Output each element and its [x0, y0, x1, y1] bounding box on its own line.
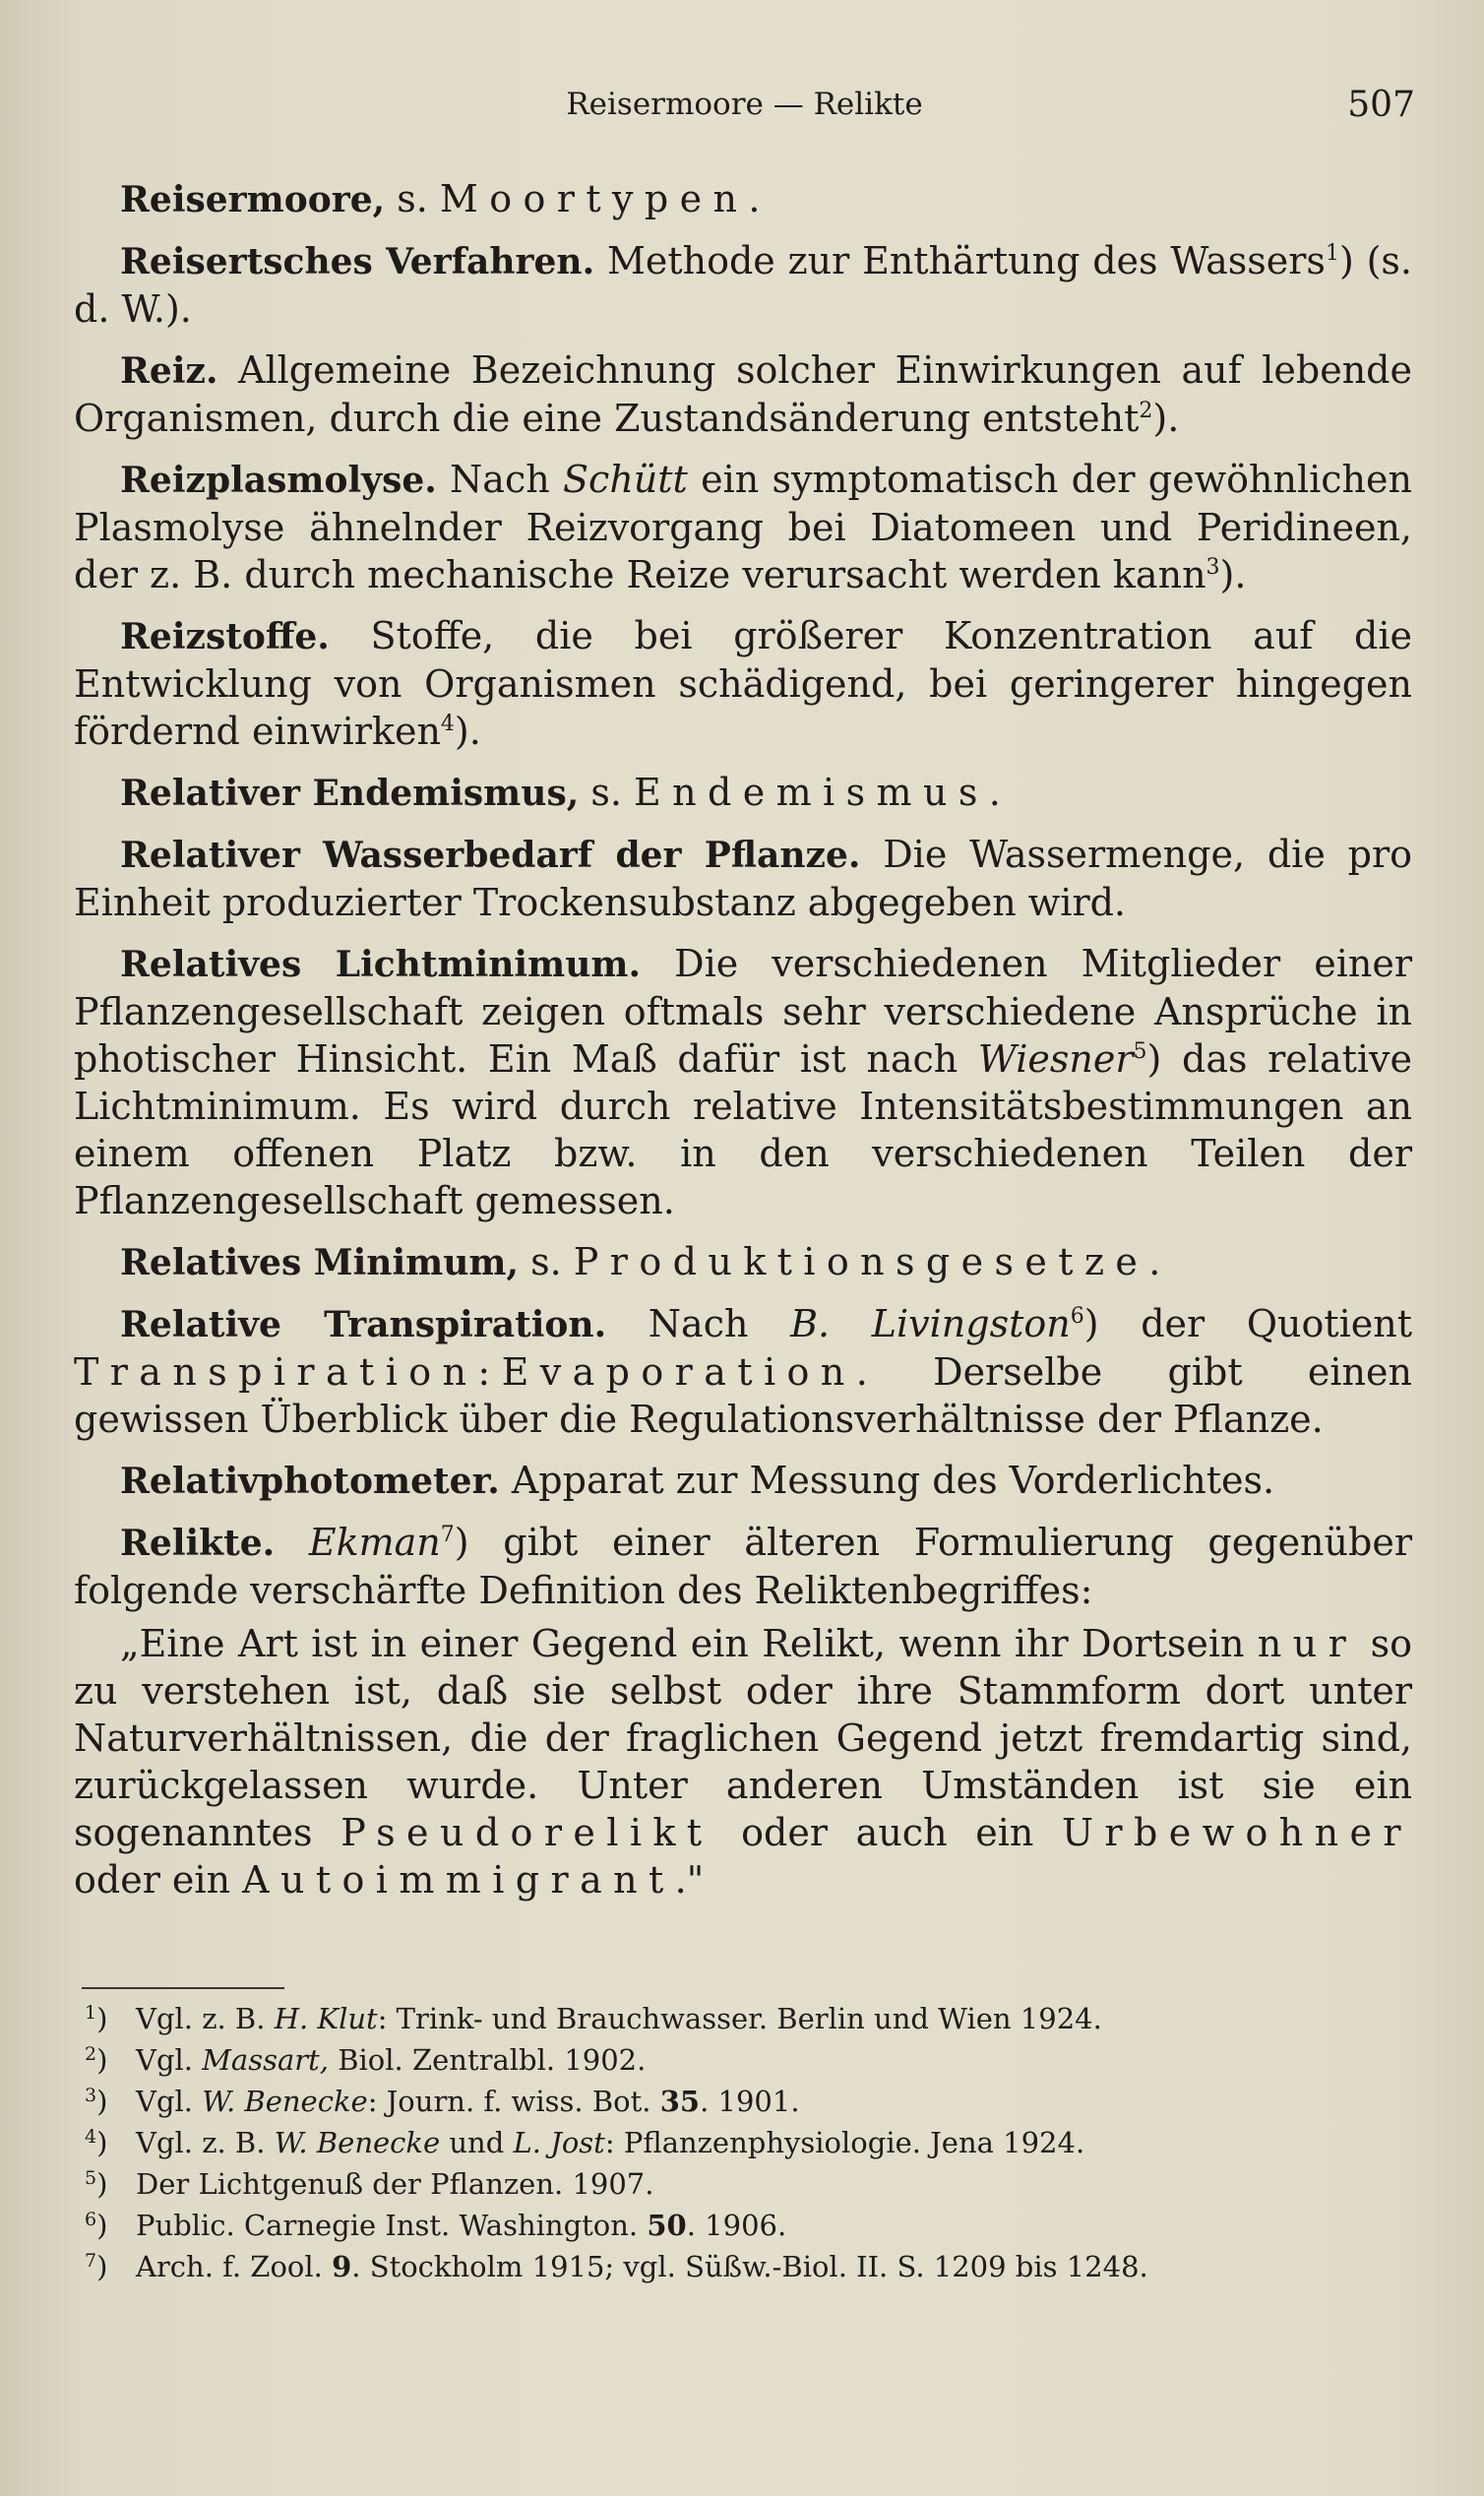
author-name: Ekman — [275, 1521, 441, 1564]
footnote-text: : Journ. f. wiss. Bot. — [367, 2085, 660, 2118]
footnote-ref: 1 — [1325, 241, 1339, 266]
footnote-author: Massart, — [202, 2043, 329, 2077]
quote-text: ." — [674, 1858, 705, 1902]
footnote-ref: 5 — [1133, 1039, 1147, 1064]
entry-text: Nach — [436, 458, 563, 501]
entry-reiz — [74, 346, 1412, 442]
footnote-1 — [85, 1998, 1415, 2039]
footnote-marker: $^3$) — [85, 2085, 108, 2118]
footnote-text: Vgl. z. B. — [136, 2002, 275, 2035]
entry-text: s. — [385, 177, 440, 220]
footnote-text: . Stockholm 1915; vgl. Süßw.-Biol. II. S. 1209 bis 1248. — [351, 2250, 1148, 2283]
author-name: Wiesner — [977, 1037, 1134, 1081]
author-name: B. Livingston — [790, 1302, 1071, 1345]
entry-text: Allgemeine Bezeichnung solcher Einwirkungen auf lebende Organismen, durch die eine Zustandsänderung entsteht — [74, 348, 1412, 440]
footnote-number: 7 — [85, 2250, 97, 2272]
footnote-text: Vgl. — [136, 2043, 203, 2077]
footnote-2 — [85, 2039, 1415, 2081]
footnote-text: . 1906. — [686, 2209, 787, 2242]
entry-text: ). — [454, 710, 481, 753]
footnote-marker: $^4$) — [85, 2126, 108, 2159]
entry-text: ) das relative Lichtminimum. Es wird durch relative Intensitätsbestimmungen an einem offenen Platz bzw. in den verschiedenen Teilen der Pflanzengesellschaft gemessen. — [74, 1037, 1412, 1222]
cross-reference: Endemismus — [634, 771, 989, 814]
entry-text: . Derselbe gibt einen gewissen Überblick über die Regulationsverhältnisse der Pflanze. — [74, 1350, 1412, 1441]
page-header — [74, 87, 1415, 130]
lemma: Relikte. — [120, 1523, 276, 1564]
entry-relikte — [74, 1519, 1412, 1614]
entry-reizplasmolyse — [74, 456, 1412, 598]
footnote-volume: 9 — [332, 2250, 352, 2283]
footnote-marker: $^5$) — [85, 2167, 108, 2201]
footnote-text: Vgl. — [136, 2085, 203, 2118]
lemma: Reiz. — [120, 350, 218, 392]
spaced-term: nur — [1257, 1622, 1358, 1665]
footnote-marker: $^6$) — [85, 2209, 108, 2242]
spaced-term: Pseudorelikt — [340, 1811, 713, 1854]
entry-text: . — [748, 177, 761, 220]
footnote-number: 4 — [85, 2126, 97, 2148]
footnote-author: W. Benecke — [202, 2085, 368, 2118]
footnote-marker: $^2$) — [85, 2043, 108, 2077]
entry-text: Apparat zur Messung des Vorderlichtes. — [499, 1459, 1275, 1502]
quote-text: „Eine Art ist in einer Gegend ein Relikt, wenn ihr Dortsein — [120, 1622, 1258, 1665]
entry-text: . — [1148, 1240, 1161, 1283]
entry-reisermoore — [74, 175, 1412, 223]
lemma: Reisermoore, — [120, 179, 386, 220]
footnote-number: 3 — [85, 2085, 97, 2106]
entry-relativer-endemismus — [74, 769, 1412, 817]
lemma: Reizplasmolyse. — [120, 460, 437, 501]
cross-reference: Moortypen — [439, 177, 749, 220]
entry-text: Nach — [606, 1302, 791, 1345]
quote-text: so zu verstehen ist, daß sie selbst oder ihre Stammform dort unter Naturverhältnissen, die der fraglichen Gegend jetzt fremdartig sind, zurückgelassen wurde. Unter anderen Umständen ist sie ein sogenanntes — [74, 1622, 1412, 1854]
entry-relatives-lichtminimum — [74, 940, 1412, 1224]
relikt-definition-quote — [74, 1620, 1412, 1903]
footnote-author: H. Klut — [274, 2002, 378, 2035]
footnote-number: 6 — [85, 2209, 97, 2230]
entry-relative-transpiration — [74, 1300, 1412, 1443]
footnote-text: Arch. f. Zool. — [136, 2250, 333, 2283]
entry-text: ). — [1152, 397, 1180, 440]
footnote-7 — [85, 2246, 1415, 2287]
footnote-text: und — [440, 2126, 514, 2159]
footnote-5 — [85, 2163, 1415, 2205]
author-name: Schütt — [563, 458, 688, 501]
footnote-number: 2 — [85, 2043, 97, 2065]
footnote-text: Der Lichtgenuß der Pflanzen. 1907. — [136, 2167, 654, 2201]
footnote-3 — [85, 2081, 1415, 2122]
entry-relatives-minimum — [74, 1238, 1412, 1286]
footnote-text: . 1901. — [700, 2085, 800, 2118]
spaced-term: Urbewohner — [1061, 1811, 1412, 1854]
entry-text: Methode zur Enthärtung des Wassers — [594, 239, 1326, 282]
spaced-term: Autoimmigrant — [242, 1858, 675, 1902]
lemma: Reisertsches Verfahren. — [120, 241, 595, 282]
entry-text: ) der Quotient — [1083, 1302, 1412, 1345]
spaced-term: Transpiration:Evaporation — [74, 1350, 856, 1394]
lemma: Relative Transpiration. — [120, 1304, 607, 1345]
footnote-author: W. Benecke — [274, 2126, 441, 2159]
entry-text: Die verschiedenen Mitglieder einer Pflanzengesellschaft zeigen oftmals sehr verschiedene Ansprüche in photischer Hinsicht. Ein Maß dafür ist nach — [74, 942, 1412, 1081]
footnotes — [85, 1998, 1415, 2287]
lemma: Relativphotometer. — [120, 1461, 500, 1502]
footnote-volume: 35 — [659, 2085, 701, 2118]
footnote-number: 5 — [85, 2167, 97, 2189]
entry-reisertsches-verfahren — [74, 237, 1412, 333]
footnote-ref: 4 — [440, 712, 455, 736]
footnote-author: L. Jost — [513, 2126, 605, 2159]
footnote-4 — [85, 2122, 1415, 2163]
cross-reference: Produktionsgesetze — [573, 1240, 1149, 1283]
footnote-marker: $^7$) — [85, 2250, 108, 2283]
footnote-divider — [82, 1987, 284, 1989]
entry-text: Stoffe, die bei größerer Konzentration auf die Entwicklung von Organismen schädigend, bei geringerer hingegen fördernd einwirken — [74, 614, 1412, 753]
lemma: Reizstoffe. — [120, 616, 330, 657]
running-title: Reisermoore — Relikte — [566, 87, 923, 122]
entry-text: s. — [579, 771, 634, 814]
entry-text: ) gibt einer älteren Formulierung gegenüber folgende verschärfte Definition des Reliktenbegriffes: — [74, 1521, 1412, 1612]
footnote-volume: 50 — [647, 2209, 687, 2242]
lemma: Relatives Minimum, — [120, 1242, 520, 1283]
entry-relativer-wasserbedarf — [74, 831, 1412, 926]
quote-text: oder ein — [74, 1858, 243, 1902]
entry-text: ). — [1219, 553, 1247, 596]
footnote-text: Public. Carnegie Inst. Washington. — [136, 2209, 648, 2242]
footnote-ref: 6 — [1070, 1304, 1084, 1329]
footnote-ref: 3 — [1206, 555, 1220, 580]
page-number: 507 — [1347, 85, 1415, 125]
footnote-ref: 7 — [440, 1523, 455, 1547]
entry-text: s. — [519, 1240, 574, 1283]
footnote-text: : Trink- und Brauchwasser. Berlin und Wien 1924. — [377, 2002, 1102, 2035]
entry-relativphotometer — [74, 1457, 1412, 1505]
footnote-6 — [85, 2205, 1415, 2246]
entry-text: ein symptomatisch der gewöhnlichen Plasmolyse ähnelnder Reizvorgang bei Diatomeen und Peridineen, der z. B. durch mechanische Reize verursacht werden kann — [74, 458, 1412, 596]
footnote-text: Vgl. z. B. — [136, 2126, 275, 2159]
footnote-number: 1 — [85, 2002, 97, 2024]
lemma: Relatives Lichtminimum. — [120, 944, 641, 985]
footnote-text: : Pflanzenphysiologie. Jena 1924. — [604, 2126, 1085, 2159]
footnote-text: Biol. Zentralbl. 1902. — [329, 2043, 647, 2077]
footnote-marker: $^1$) — [85, 2002, 108, 2035]
entry-reizstoffe — [74, 612, 1412, 755]
entry-text: Die Wassermenge, die pro Einheit produzierter Trockensubstanz abgegeben wird. — [74, 833, 1412, 924]
quote-text: oder auch ein — [712, 1811, 1062, 1854]
lemma: Relativer Endemismus, — [120, 773, 580, 814]
footnote-ref: 2 — [1139, 399, 1153, 423]
entry-text: ) (s. d. W.). — [74, 239, 1412, 331]
lemma: Relativer Wasserbedarf der Pflanze. — [120, 835, 861, 876]
dictionary-entries — [74, 175, 1412, 1917]
entry-text: . — [988, 771, 1001, 814]
